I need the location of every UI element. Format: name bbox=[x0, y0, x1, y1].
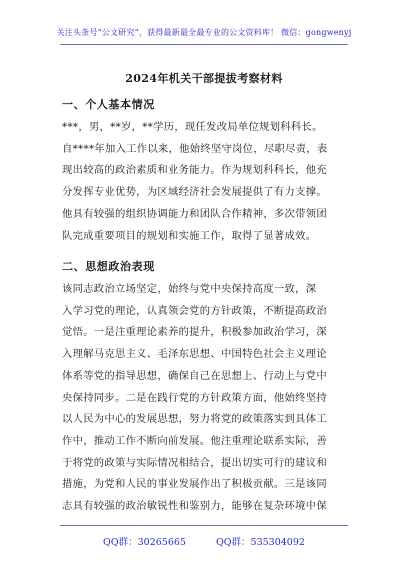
paragraph-line: 作中，推动工作不断向前发展。他注重理论联系实际，善 bbox=[62, 434, 327, 447]
paragraph-line: 他具有较强的组织协调能力和团队合作精神，多次带领团 bbox=[62, 207, 327, 220]
paragraph-line: 自****年加入工作以来，他始终坚守岗位，尽职尽责，表 bbox=[62, 142, 328, 155]
paragraph-line: 志具有较强的政治敏锐性和鉴别力，能够在复杂环境中保 bbox=[62, 500, 327, 513]
paragraph-line: 分发挥专业优势，为区域经济社会发展提供了有力支撑。 bbox=[62, 186, 327, 199]
header-divider bbox=[60, 44, 348, 45]
footer bbox=[0, 534, 408, 548]
paragraph-line: 于将党的政策与实际情况相结合，提出切实可行的建议和 bbox=[62, 456, 327, 469]
paragraph-line: 现出较高的政治素质和业务能力。作为规划科科长，他充 bbox=[62, 164, 327, 177]
footer-qq-group-1: QQ群：30265665 bbox=[103, 537, 186, 548]
paragraph-line: 觉悟。一是注重理论素养的提升，积极参加政治学习，深 bbox=[62, 326, 327, 339]
document-title: 2024年机关干部提拔考察材料 bbox=[125, 72, 283, 85]
paragraph-line: 措施，为党和人民的事业发展作出了积极贡献。三是该同 bbox=[62, 478, 327, 491]
paragraph-line: 体系等党的指导思想，确保自己在思想上、行动上与党中 bbox=[62, 369, 327, 382]
paragraph-line: 以人民为中心的发展思想，努力将党的政策落实到具体工 bbox=[62, 413, 327, 426]
section-heading-1: 一、个人基本情况 bbox=[62, 98, 155, 111]
paragraph-line: 该同志政治立场坚定，始终与党中央保持高度一致，深 bbox=[62, 283, 317, 295]
footer-divider bbox=[60, 525, 348, 526]
paragraph-line: 入理解马克思主义、毛泽东思想、中国特色社会主义理论 bbox=[62, 348, 327, 361]
section-1-body bbox=[62, 117, 348, 247]
paragraph-line: ***，男，**岁，**学历，现任发改局单位规划科科长。 bbox=[62, 121, 323, 133]
footer-qq-group-2: QQ群：535304092 bbox=[215, 537, 305, 548]
paragraph-line: 队完成重要项目的规划和实施工作，取得了显著成效。 bbox=[62, 229, 317, 242]
section-heading-2: 二、思想政治表现 bbox=[62, 260, 155, 273]
header-banner: 关注头条号“公文研究”，获得最新最全最专业的公文资料库！ 微信：gongwenyj bbox=[56, 28, 352, 37]
paragraph-line: 央保持同步。二是在践行党的方针政策方面，他始终坚持 bbox=[62, 391, 327, 404]
paragraph-line: 入学习党的理论，认真领会党的方针政策，不断提高政治 bbox=[62, 304, 327, 317]
section-2-body bbox=[62, 279, 348, 518]
